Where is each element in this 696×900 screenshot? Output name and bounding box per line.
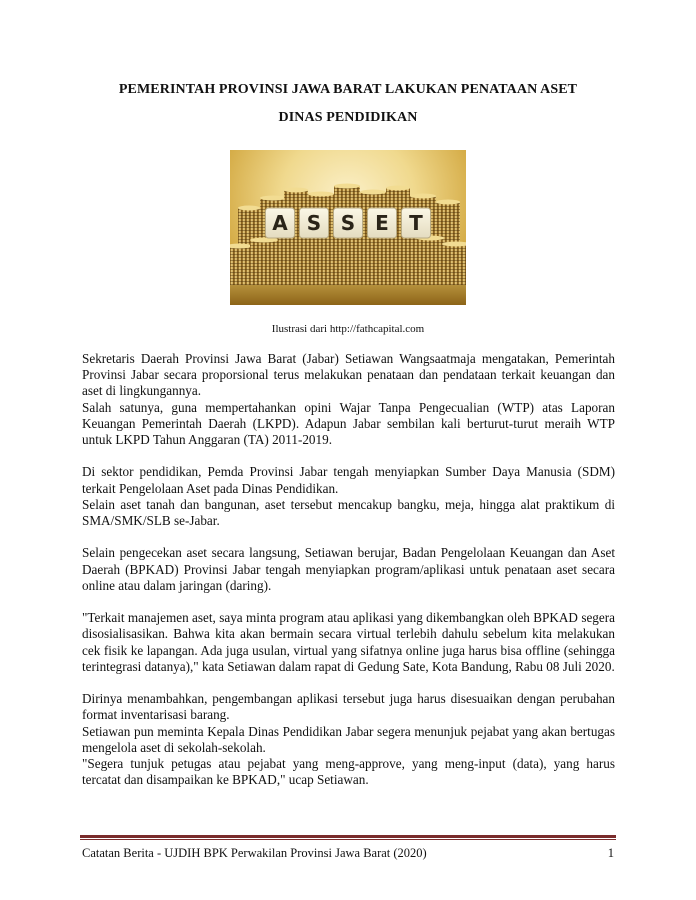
letter-tile-glyph: E xyxy=(375,211,389,235)
paragraph-7: Dirinya menambahkan, pengembangan aplikasi tersebut juga harus disesuaikan dengan perubahan format inventarisasi barang. xyxy=(82,691,615,723)
article-body xyxy=(82,351,615,788)
asset-illustration xyxy=(230,150,466,305)
document-title-line2: DINAS PENDIDIKAN xyxy=(278,110,418,125)
paragraph-9: "Segera tunjuk petugas atau pejabat yang meng-approve, yang meng-input (data), yang harus tercatat dan disampaikan ke BPKAD," ucap Setiawan. xyxy=(82,756,615,788)
figure-caption: Ilustrasi dari http://fathcapital.com xyxy=(271,323,425,335)
letter-tile-glyph: A xyxy=(272,211,288,235)
coin-top xyxy=(238,206,260,211)
letter-tile-glyph: S xyxy=(306,211,322,235)
paragraph-4: Selain aset tanah dan bangunan, aset tersebut mencakup bangku, meja, hingga alat praktikum di SMA/SMK/SLB se-Jabar. xyxy=(82,496,615,529)
footer-divider-thin xyxy=(80,839,616,840)
coin-top xyxy=(410,194,436,199)
footer-divider xyxy=(80,835,616,838)
coin-top xyxy=(386,186,410,191)
footer-text: Catatan Berita - UJDIH BPK Perwakilan Provinsi Jawa Barat (2020) xyxy=(82,846,427,860)
coin-top xyxy=(308,192,334,197)
coin-top xyxy=(360,190,386,195)
coin-top xyxy=(284,188,308,193)
paragraph-1: Sekretaris Daerah Provinsi Jawa Barat (Jabar) Setiawan Wangsaatmaja mengatakan, Pemerintah Provinsi Jabar secara proporsional terus melakukan penataan dan pendataan terkait keuangan dan aset di lingkungannya. xyxy=(82,351,615,399)
document-title-line1: PEMERINTAH PROVINSI JAWA BARAT LAKUKAN PENATAAN ASET xyxy=(118,82,578,97)
letter-tile-glyph: T xyxy=(409,211,423,235)
paragraph-5: Selain pengecekan aset secara langsung, Setiawan berujar, Badan Pengelolaan Keuangan dan Aset Daerah (BPKAD) Provinsi Jabar tengah menyiapkan program/aplikasi untuk penataan aset secara online atau dalam jaringan (daring). xyxy=(82,545,615,593)
paragraph-8: Setiawan pun meminta Kepala Dinas Pendidikan Jabar segera menunjuk pejabat yang akan bertugas mengelola aset di sekolah-sekolah. xyxy=(82,723,615,755)
coin-stack xyxy=(416,238,444,285)
paragraph-2: Salah satunya, guna mempertahankan opini Wajar Tanpa Pengecualian (WTP) atas Laporan Keuangan Pemerintah Daerah (LKPD). Adapun Jabar sembilan kali berturut-turut meraih WTP untuk LKPD Tahun Anggaran (TA) 2011-2019. xyxy=(82,399,615,448)
coin-stack xyxy=(250,240,278,285)
coin-top xyxy=(260,196,286,201)
coin-top xyxy=(334,184,360,189)
coin-top xyxy=(436,200,460,205)
page-number: 1 xyxy=(607,846,614,860)
coin-stack xyxy=(230,246,252,285)
paragraph-3: Di sektor pendidikan, Pemda Provinsi Jabar tengah menyiapkan Sumber Daya Manusia (SDM) terkait Pengelolaan Aset pada Dinas Pendidikan. xyxy=(82,464,615,496)
coin-stack xyxy=(442,244,466,285)
letter-tile-glyph: S xyxy=(340,211,356,235)
paragraph-6: "Terkait manajemen aset, saya minta program atau aplikasi yang dikembangkan oleh BPKAD segera disosialisasikan. Bahwa kita akan bermain secara virtual terlebih dahulu sebelum kita melakukan cek fisik ke lapangan. Ada juga usulan, virtual yang sifatnya online juga harus bisa offline (sehingga terintegrasi datanya)," kata Setiawan dalam rapat di Gedung Sate, Kota Bandung, Rabu 08 Juli 2020. xyxy=(82,610,615,674)
